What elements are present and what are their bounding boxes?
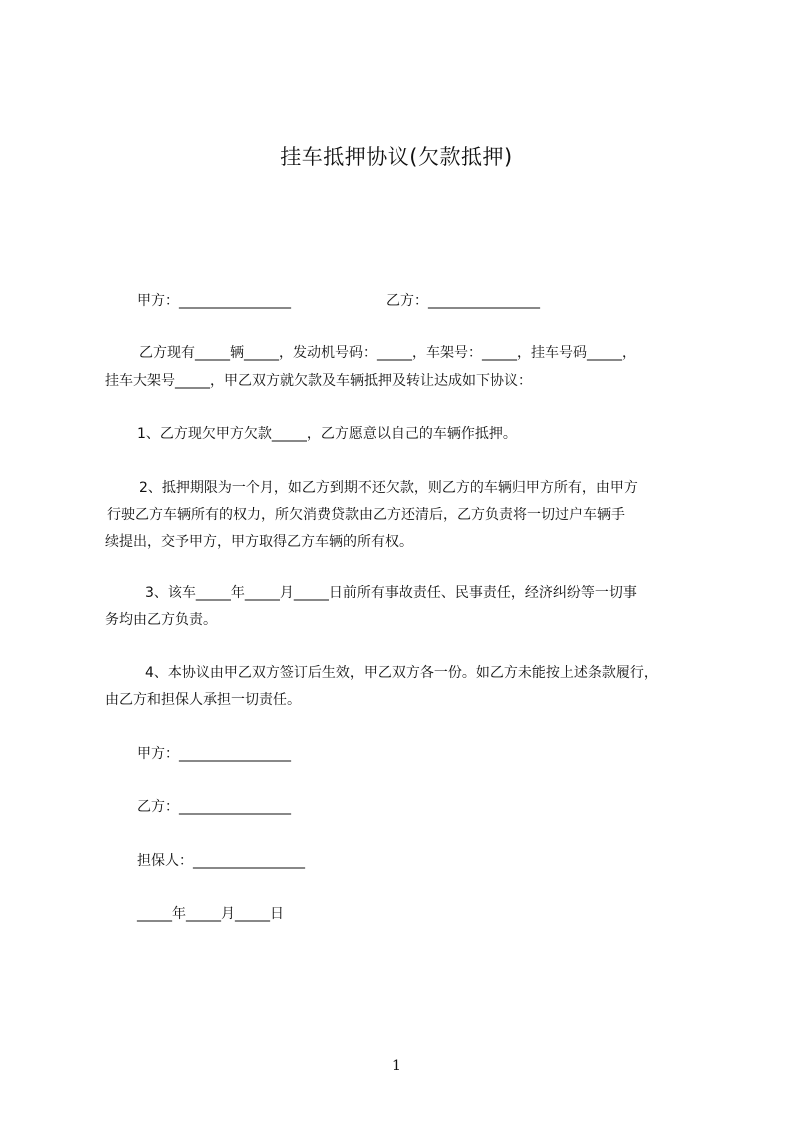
clause-line: 4、本协议由甲乙双方签订后生效，甲乙双方各一份。如乙方未能按上述条款履行， [145, 665, 658, 681]
signature-guarantor: 担保人：________________ [137, 853, 305, 869]
clause-line: 2、抵押期限为一个月，如乙方到期不还欠款，则乙方的车辆归甲方所有，由甲方 [139, 480, 638, 496]
document-title: 挂车抵押协议(欠款抵押) [280, 145, 513, 169]
preamble-line: 乙方现有_____辆_____，发动机号码：_____，车架号：_____，挂车号码_____， [139, 345, 636, 361]
clause-line: 续提出，交予甲方，甲方取得乙方车辆的所有权。 [105, 534, 413, 550]
preamble-line: 挂车大架号_____，甲乙双方就欠款及车辆抵押及转让达成如下协议： [105, 373, 532, 389]
clause-line: 3、该车_____年_____月_____日前所有事故责任、民事责任，经济纠纷等一切事 [145, 585, 637, 601]
clause-line: 行驶乙方车辆所有的权力，所欠消费贷款由乙方还清后，乙方负责将一切过户车辆手 [107, 507, 625, 523]
page-number: 1 [392, 1058, 401, 1074]
clause-line: 1、乙方现欠甲方欠款_____，乙方愿意以自己的车辆作抵押。 [137, 426, 517, 442]
clause-line: 由乙方和担保人承担一切责任。 [105, 692, 301, 708]
signature-party-a: 甲方：________________ [137, 746, 291, 762]
signature-party-b: 乙方：________________ [137, 799, 291, 815]
signature-date: _____年_____月_____日 [137, 906, 284, 922]
header-party-a: 甲方：________________ [137, 293, 291, 309]
header-party-b: 乙方：________________ [386, 293, 540, 309]
clause-line: 务均由乙方负责。 [105, 612, 217, 628]
